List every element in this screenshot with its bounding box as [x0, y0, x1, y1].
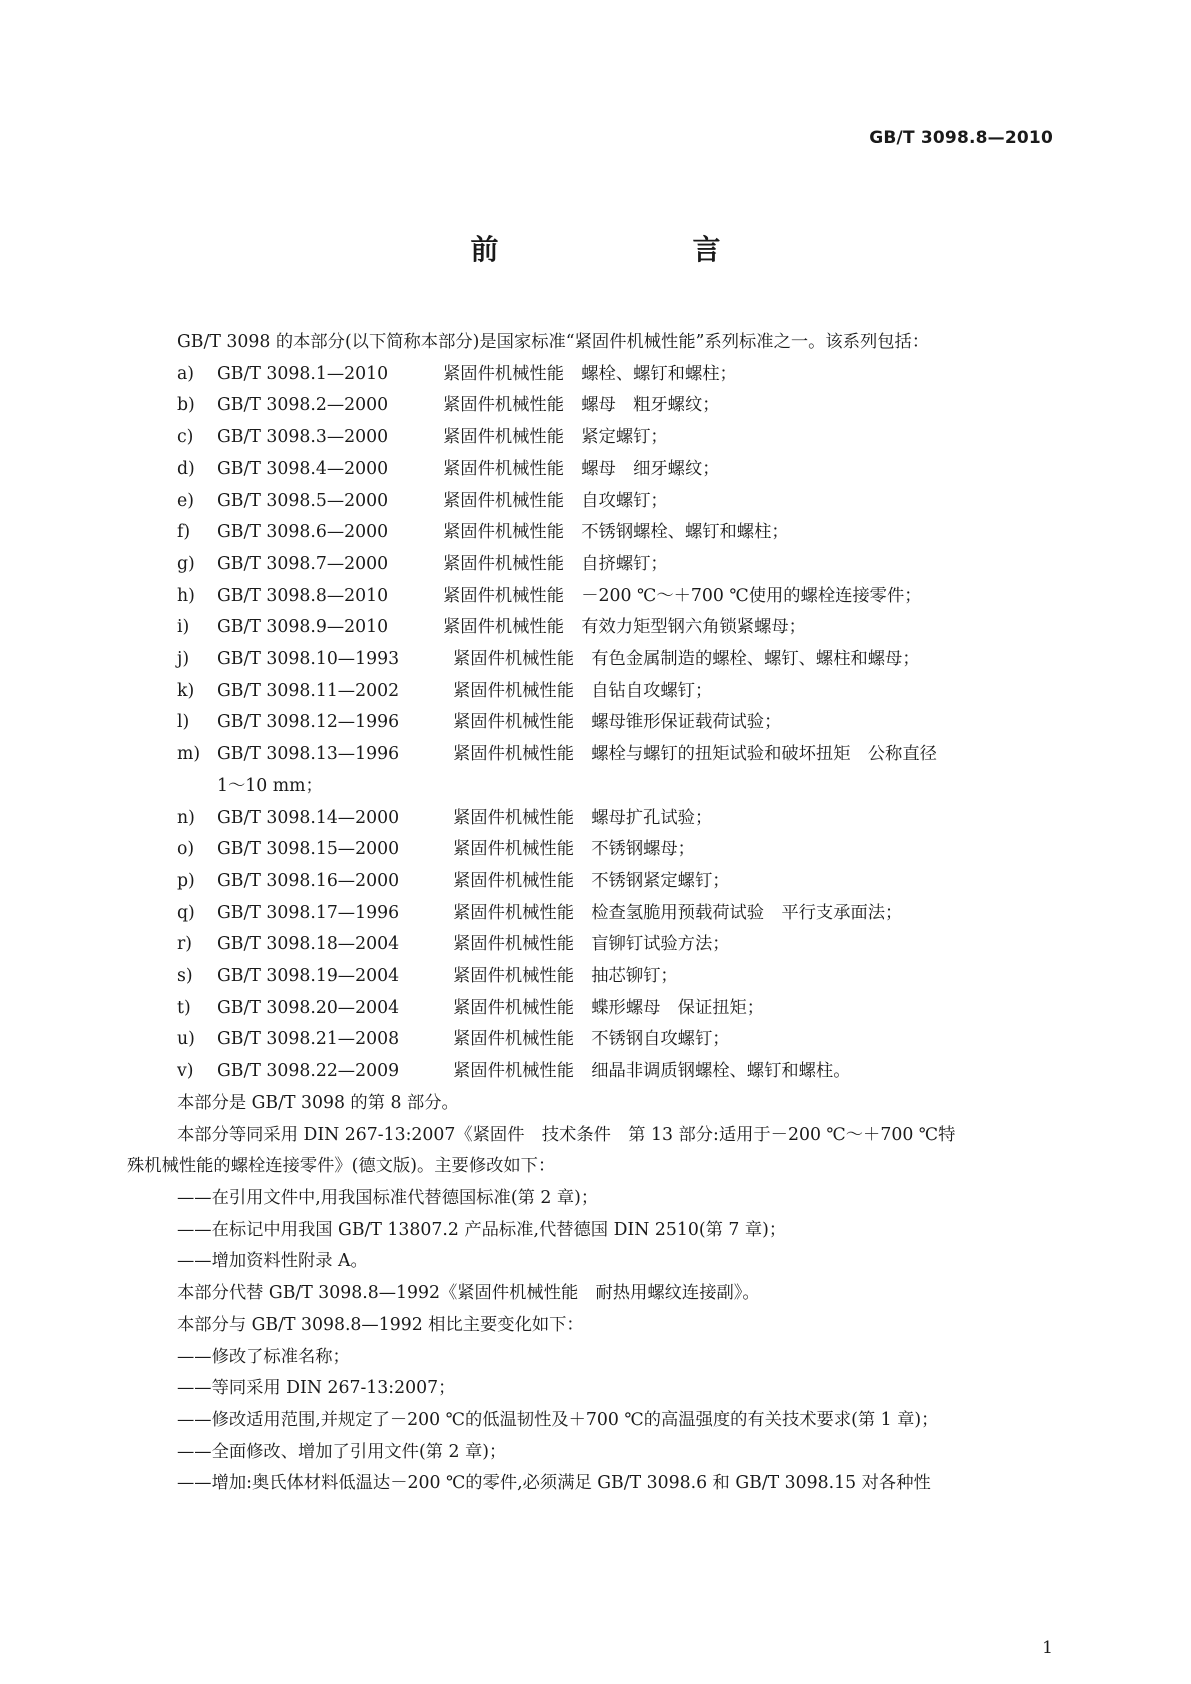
- list-item-code: GB/T 3098.11—2002: [217, 680, 400, 701]
- list-item-text: 紧固件机械性能 有效力矩型钢六角锁紧螺母；: [443, 617, 806, 638]
- list-item-text: 紧固件机械性能 检查氢脆用预载荷试验 平行支承面法；: [453, 902, 903, 923]
- list-item-code: GB/T 3098.12—1996: [217, 712, 400, 733]
- list-item-code: GB/T 3098.14—2000: [217, 807, 400, 828]
- change-item: ——全面修改、增加了引用文件(第 2 章)；: [177, 1441, 507, 1462]
- list-item-label: r): [177, 934, 193, 955]
- list-item: [127, 390, 1064, 422]
- list-item-label: e): [177, 490, 194, 511]
- list-item-text: 紧固件机械性能 有色金属制造的螺栓、螺钉、螺柱和螺母；: [453, 649, 920, 670]
- adoption-paragraph-line1: 本部分等同采用 DIN 267-13:2007《紧固件 技术条件 第 13 部分:适用于－200 ℃～＋700 ℃特: [177, 1124, 956, 1145]
- list-item-text: 紧固件机械性能 －200 ℃～＋700 ℃使用的螺栓连接零件；: [443, 585, 922, 606]
- standards-list: [127, 359, 1064, 1088]
- list-item-label: t): [177, 997, 191, 1018]
- adoption-paragraph-line2: 殊机械性能的螺栓连接零件》(德文版)。主要修改如下：: [127, 1156, 556, 1177]
- list-item-label: h): [177, 585, 195, 606]
- list-item-text: 紧固件机械性能 自攻螺钉；: [443, 490, 668, 511]
- list-item-label: s): [177, 966, 193, 987]
- list-item: [127, 1024, 1064, 1056]
- list-item-continuation: 1～10 mm；: [217, 775, 323, 796]
- list-item-code: GB/T 3098.3—2000: [217, 427, 389, 448]
- list-item: [127, 898, 1064, 930]
- list-item-text: 紧固件机械性能 不锈钢螺母；: [453, 839, 695, 860]
- list-item-label: i): [177, 617, 190, 638]
- change-item: ——修改适用范围,并规定了－200 ℃的低温韧性及＋700 ℃的高温强度的有关技术要求(第 1 章)；: [177, 1409, 939, 1430]
- list-item-text: 紧固件机械性能 自挤螺钉；: [443, 553, 668, 574]
- list-item-label: b): [177, 395, 195, 416]
- list-item-text: 紧固件机械性能 紧定螺钉；: [443, 427, 668, 448]
- list-item-text: 紧固件机械性能 螺栓与螺钉的扭矩试验和破坏扭矩 公称直径: [453, 744, 937, 765]
- list-item: [127, 929, 1064, 961]
- list-item-text: 紧固件机械性能 不锈钢螺栓、螺钉和螺柱；: [443, 522, 789, 543]
- list-item-text: 紧固件机械性能 螺母 粗牙螺纹；: [443, 395, 720, 416]
- list-item-code: GB/T 3098.1—2010: [217, 363, 389, 384]
- list-item: [127, 517, 1064, 549]
- list-item: [127, 359, 1064, 391]
- list-item: [127, 454, 1064, 486]
- list-item-text: 紧固件机械性能 不锈钢紧定螺钉；: [453, 870, 730, 891]
- list-item-code: GB/T 3098.9—2010: [217, 617, 389, 638]
- list-item: [127, 612, 1064, 644]
- list-item-label: f): [177, 522, 191, 543]
- list-item-text: 紧固件机械性能 自钻自攻螺钉；: [453, 680, 713, 701]
- list-item-text: 紧固件机械性能 螺母锥形保证载荷试验；: [453, 712, 782, 733]
- list-item-code: GB/T 3098.17—1996: [217, 902, 400, 923]
- list-item-text: 紧固件机械性能 螺母扩孔试验；: [453, 807, 713, 828]
- list-item-code: GB/T 3098.7—2000: [217, 553, 389, 574]
- list-item-code: GB/T 3098.13—1996: [217, 744, 400, 765]
- intro-paragraph: GB/T 3098 的本部分(以下简称本部分)是国家标准“紧固件机械性能”系列标准之一。该系列包括：: [177, 332, 930, 352]
- list-item-code: GB/T 3098.6—2000: [217, 522, 389, 543]
- list-item-code: GB/T 3098.2—2000: [217, 395, 389, 416]
- list-item: [127, 803, 1064, 835]
- list-item-label: m): [177, 744, 201, 765]
- page-title: 前 言: [470, 233, 767, 266]
- list-item-label: c): [177, 427, 194, 448]
- list-item-label: p): [177, 870, 195, 891]
- list-item-code: GB/T 3098.15—2000: [217, 839, 400, 860]
- list-item-label: u): [177, 1029, 195, 1050]
- list-item-label: j): [177, 649, 190, 670]
- list-item: [127, 644, 1064, 676]
- list-item-label: k): [177, 680, 195, 701]
- change-item: ——等同采用 DIN 267-13:2007；: [177, 1378, 456, 1399]
- page-number: 1: [1042, 1638, 1053, 1658]
- modification-item: ——在标记中用我国 GB/T 13807.2 产品标准,代替德国 DIN 2510(第 7 章)；: [177, 1219, 787, 1240]
- list-item: [127, 707, 1064, 739]
- changes-intro-paragraph: 本部分与 GB/T 3098.8—1992 相比主要变化如下：: [177, 1314, 584, 1335]
- list-item-label: o): [177, 839, 195, 860]
- part-of-paragraph: 本部分是 GB/T 3098 的第 8 部分。: [177, 1092, 459, 1113]
- list-item: [127, 676, 1064, 708]
- list-item-code: GB/T 3098.16—2000: [217, 870, 400, 891]
- list-item-label: g): [177, 553, 195, 574]
- list-item-code: GB/T 3098.4—2000: [217, 458, 389, 479]
- change-item: ——修改了标准名称；: [177, 1346, 350, 1367]
- replaces-paragraph: 本部分代替 GB/T 3098.8—1992《紧固件机械性能 耐热用螺纹连接副》。: [177, 1283, 760, 1304]
- list-item: [127, 486, 1064, 518]
- list-item-text: 紧固件机械性能 蝶形螺母 保证扭矩；: [453, 997, 765, 1018]
- list-item: [127, 961, 1064, 993]
- list-item-text: 紧固件机械性能 抽芯铆钉；: [453, 966, 678, 987]
- list-item-label: d): [177, 458, 195, 479]
- list-item-code: GB/T 3098.20—2004: [217, 997, 400, 1018]
- document-body: [127, 327, 1064, 1500]
- list-item: [127, 739, 1064, 771]
- list-item: [127, 834, 1064, 866]
- list-item: [127, 549, 1064, 581]
- list-item: [127, 993, 1064, 1025]
- list-item-code: GB/T 3098.8—2010: [217, 585, 389, 606]
- change-item: ——增加:奥氏体材料低温达－200 ℃的零件,必须满足 GB/T 3098.6 和 GB/T 3098.15 对各种性: [177, 1473, 931, 1494]
- modification-item: ——增加资料性附录 A。: [177, 1251, 368, 1272]
- list-item-text: 紧固件机械性能 不锈钢自攻螺钉；: [453, 1029, 730, 1050]
- list-item-text: 紧固件机械性能 螺母 细牙螺纹；: [443, 458, 720, 479]
- list-item-text: 紧固件机械性能 螺栓、螺钉和螺柱；: [443, 363, 737, 384]
- list-item-text: 紧固件机械性能 盲铆钉试验方法；: [453, 934, 730, 955]
- list-item-label: n): [177, 807, 195, 828]
- list-item-code: GB/T 3098.18—2004: [217, 934, 400, 955]
- list-item-code: GB/T 3098.21—2008: [217, 1029, 400, 1050]
- list-item: [127, 581, 1064, 613]
- standard-code-header: GB/T 3098.8—2010: [869, 128, 1053, 148]
- modification-item: ——在引用文件中,用我国标准代替德国标准(第 2 章)；: [177, 1187, 599, 1208]
- list-item: [127, 422, 1064, 454]
- list-item-label: v): [177, 1061, 194, 1082]
- list-item: [127, 1056, 1064, 1088]
- list-item-code: GB/T 3098.19—2004: [217, 966, 400, 987]
- list-item-label: a): [177, 363, 195, 384]
- list-item-code: GB/T 3098.5—2000: [217, 490, 389, 511]
- list-item-label: l): [177, 712, 190, 733]
- list-item-label: q): [177, 902, 195, 923]
- list-item-code: GB/T 3098.22—2009: [217, 1061, 400, 1082]
- list-item-code: GB/T 3098.10—1993: [217, 649, 400, 670]
- list-item: [127, 866, 1064, 898]
- list-item-text: 紧固件机械性能 细晶非调质钢螺栓、螺钉和螺柱。: [453, 1061, 851, 1082]
